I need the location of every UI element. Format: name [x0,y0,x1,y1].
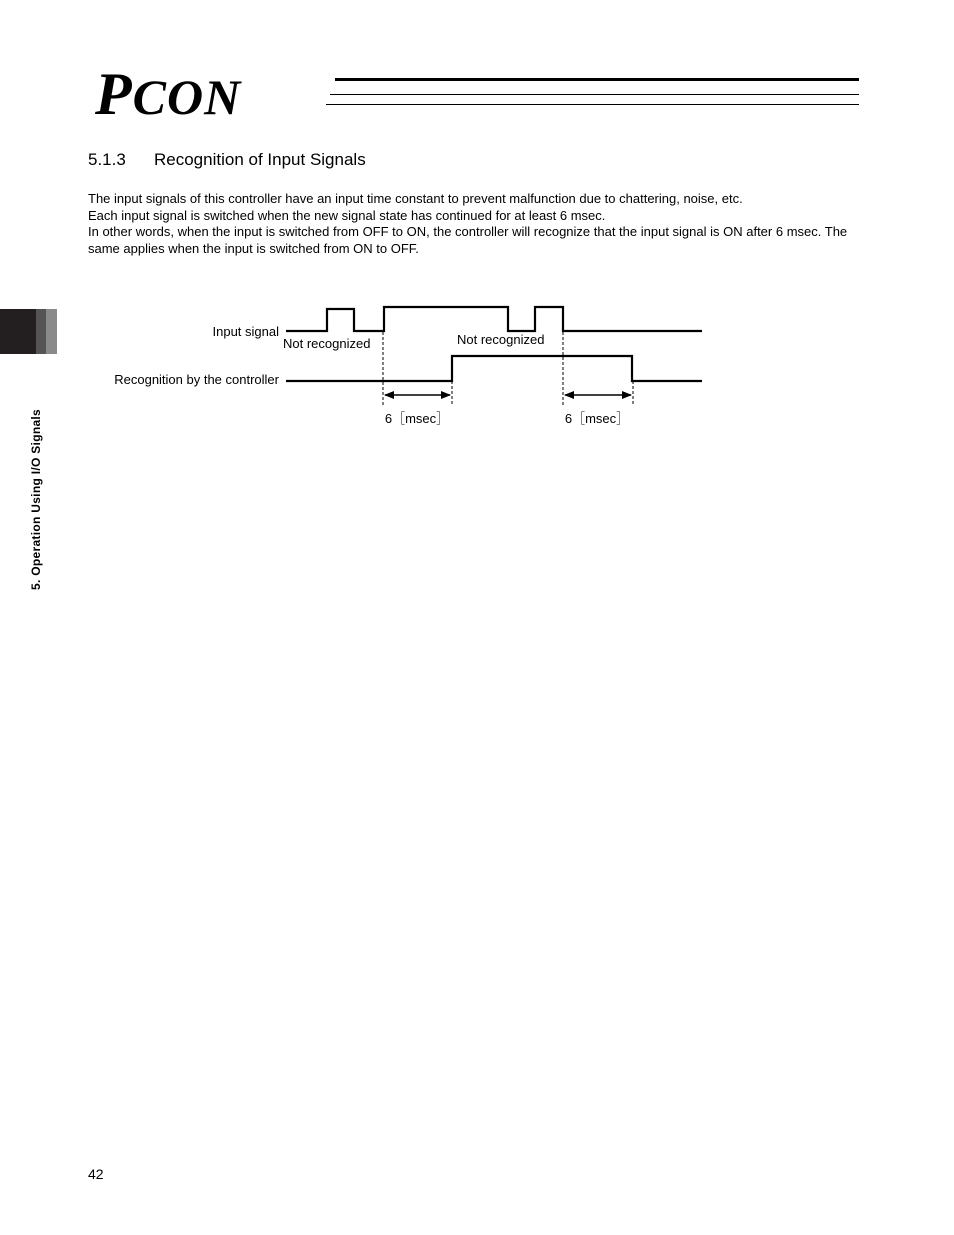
input-signal-waveform [286,307,702,331]
logo-letters-con: CON [132,69,242,125]
paragraph: In other words, when the input is switched from OFF to ON, the controller will recognize that the input signal is ON after 6 msec. The same applies when the input is switched from ON to OFF. [88,224,848,256]
recognition-label: Recognition by the controller [114,372,279,387]
chapter-side-label: 5. Operation Using I/O Signals [29,408,43,590]
side-tab-marker [46,309,57,354]
delay-label: 6［msec］ [384,411,450,426]
section-title: Recognition of Input Signals [154,150,366,169]
not-recognized-label: Not recognized [457,332,545,347]
recognition-waveform [286,356,702,381]
not-recognized-label: Not recognized [283,336,371,351]
paragraph: The input signals of this controller have an input time constant to prevent malfunction due to chattering, noise, etc. [88,191,743,206]
timing-diagram [0,0,954,460]
paragraph: Each input signal is switched when the new signal state has continued for at least 6 msec. [88,207,606,223]
section-number: 5.1.3 [88,150,126,169]
input-signal-label: Input signal [212,324,279,339]
side-tab-marker [36,309,46,354]
logo-letter-p: P [95,61,133,127]
side-tab-marker [0,309,36,354]
page-number: 42 [88,1166,104,1182]
delay-label: 6［msec］ [564,411,630,426]
